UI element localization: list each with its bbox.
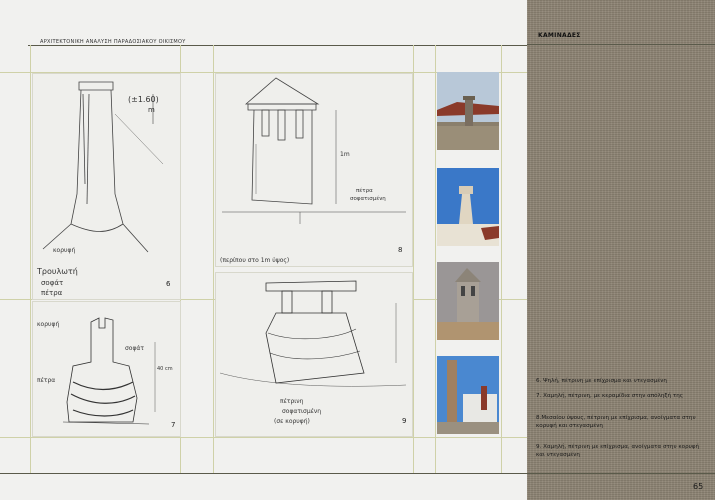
chimney-photo-6 xyxy=(437,72,499,150)
svg-text:(σε κορυφή): (σε κορυφή) xyxy=(274,418,310,425)
caption-7: 7. Χαμηλή, πέτρινη, με κεραμίδια στην απόληξή της xyxy=(536,393,684,399)
caption-6: 6. Ψηλή, πέτρινη με επίχρισμα και ντεγασμένη xyxy=(536,378,667,384)
sketch-number: 7 xyxy=(171,421,176,429)
svg-text:πέτρα: πέτρα xyxy=(41,289,63,297)
svg-text:σοφάτ: σοφάτ xyxy=(41,279,64,287)
grid-line xyxy=(0,437,527,438)
svg-text:πέτρινη: πέτρινη xyxy=(280,398,304,405)
sketch-number: 6 xyxy=(166,280,171,288)
svg-text:σοφατισμένη: σοφατισμένη xyxy=(282,408,322,415)
chimney-photo-9 xyxy=(437,356,499,434)
svg-text:πέτρα: πέτρα xyxy=(37,377,56,384)
sketch-8 xyxy=(215,73,413,267)
right-panel xyxy=(527,0,715,500)
grid-line xyxy=(501,45,502,473)
section-title: ΚΑΜΙΝΑΔΕΣ xyxy=(538,32,581,39)
svg-text:(περίπου στο 1m ύψος): (περίπου στο 1m ύψος) xyxy=(220,257,290,264)
sketch-number: 8 xyxy=(398,246,403,254)
svg-text:1m: 1m xyxy=(340,151,350,158)
svg-text:m: m xyxy=(148,106,155,114)
grid-line xyxy=(435,45,436,473)
grid-line xyxy=(30,45,31,473)
chimney-photo-7 xyxy=(437,168,499,246)
svg-text:πέτρα: πέτρα xyxy=(356,188,373,194)
svg-text:σοφατισμένη: σοφατισμένη xyxy=(350,196,386,202)
bottom-rule xyxy=(0,473,715,474)
grid-line xyxy=(213,45,214,473)
sketch-9 xyxy=(215,272,413,437)
sketch-6 xyxy=(32,73,181,300)
caption-8: 8.Μεσαίου ύψους, πέτρινη με επίχρισμα, ανοίγματα στην κορυφή και στεγασμένη xyxy=(536,415,696,429)
svg-text:Τρουλωτή: Τρουλωτή xyxy=(37,267,78,276)
caption-9: 9. Χαμηλή, πέτρινη με επίχρισμα, ανοίγματα στην κορυφή και ντεγασμένη xyxy=(536,444,700,458)
page-number: 65 xyxy=(693,482,704,491)
sketch-7 xyxy=(32,301,181,437)
svg-text:κορυφή: κορυφή xyxy=(37,321,60,328)
sketch-number: 9 xyxy=(402,417,407,425)
header-rule xyxy=(28,45,527,46)
sketch-6-note-height: (±1.60) xyxy=(128,95,159,104)
grid-line xyxy=(413,45,414,473)
header-title: ΑΡΧΙΤΕΚΤΟΝΙΚΗ ΑΝΑΛΥΣΗ ΠΑΡΑΔΟΣΙΑΚΟΥ ΟΙΚΙΣΜΟΥ xyxy=(40,39,186,45)
svg-text:σοφάτ: σοφάτ xyxy=(125,345,144,352)
section-rule xyxy=(527,44,715,45)
svg-text:κορυφή: κορυφή xyxy=(53,247,76,254)
svg-text:40 cm: 40 cm xyxy=(157,366,173,372)
chimney-photo-8 xyxy=(437,262,499,340)
